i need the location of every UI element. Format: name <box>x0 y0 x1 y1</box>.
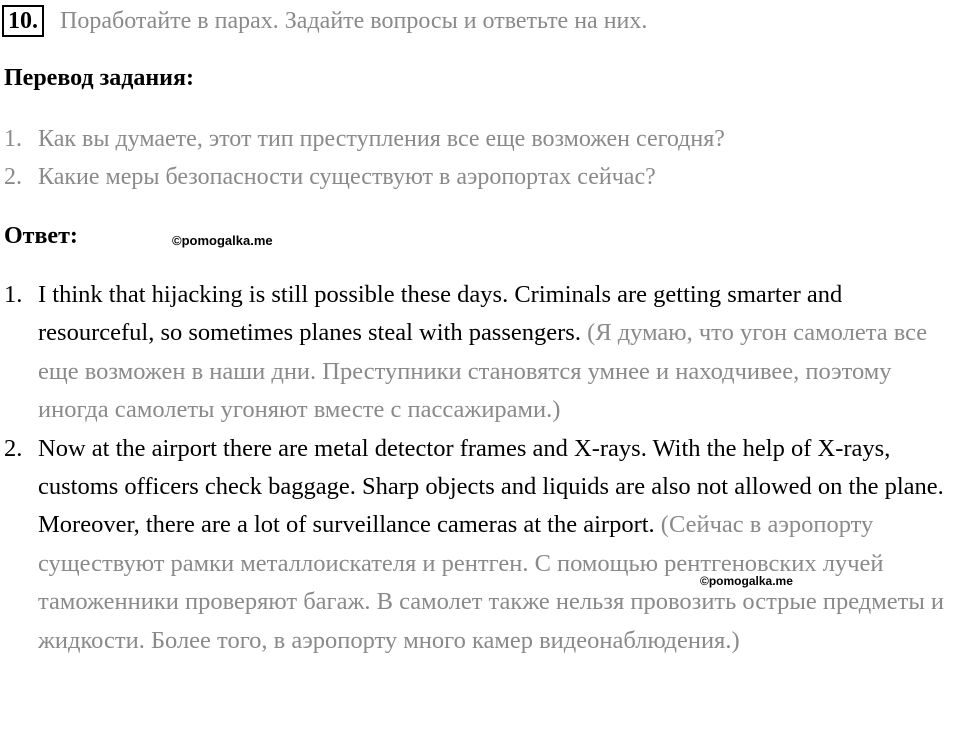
answer-item <box>4 430 954 660</box>
answer-russian-translation: (Я думаю, что угон самолета все еще возможен в наши дни. Преступники становятся умнее и находчивее, поэтому иногда самолеты угоняют вместе с пассажирами.) <box>38 319 928 424</box>
answer-item-body <box>38 430 954 660</box>
task-header <box>2 4 647 38</box>
translation-item-text: Как вы думаете, этот тип преступления все еще возможен сегодня? <box>38 126 725 152</box>
translation-item <box>4 120 934 158</box>
answer-item-number: 2. <box>4 434 23 462</box>
translation-item <box>4 158 934 196</box>
answer-item-body <box>38 276 954 430</box>
answer-heading: Ответ: <box>4 223 78 249</box>
answer-list <box>4 276 954 660</box>
translation-list <box>4 120 934 196</box>
answer-item-number: 1. <box>4 281 23 308</box>
translation-item-number: 1. <box>4 126 22 152</box>
task-instruction: Поработайте в парах. Задайте вопросы и ответьте на них. <box>60 7 648 34</box>
answer-english-text: I think that hijacking is still possible these days. Criminals are getting smarter and resourceful, so sometimes planes steal with passengers. <box>38 281 843 347</box>
task-number-box: 10. <box>2 5 44 37</box>
answer-item <box>4 276 954 430</box>
answer-russian-translation: (Сейчас в аэропорту существуют рамки металлоискателя и рентген. С помощью рентгеновских лучей таможенники проверяют багаж. В самолет также нельзя провозить острые предметы и жидкости. Более того, в аэропорту много камер видеонаблюдения.) <box>38 511 945 654</box>
translation-item-number: 2. <box>4 164 22 190</box>
translation-heading: Перевод задания: <box>4 65 194 91</box>
watermark: ©pomogalka.me <box>700 574 793 588</box>
watermark: ©pomogalka.me <box>172 233 273 248</box>
answer-english-text: Now at the airport there are metal detector frames and X-rays. With the help of X-rays, customs officers check baggage. Sharp objects and liquids are also not allowed on the plane. Moreover, there are a lot of surveillance cameras at the airport. <box>38 434 944 539</box>
translation-item-text: Какие меры безопасности существуют в аэропортах сейчас? <box>38 164 656 190</box>
